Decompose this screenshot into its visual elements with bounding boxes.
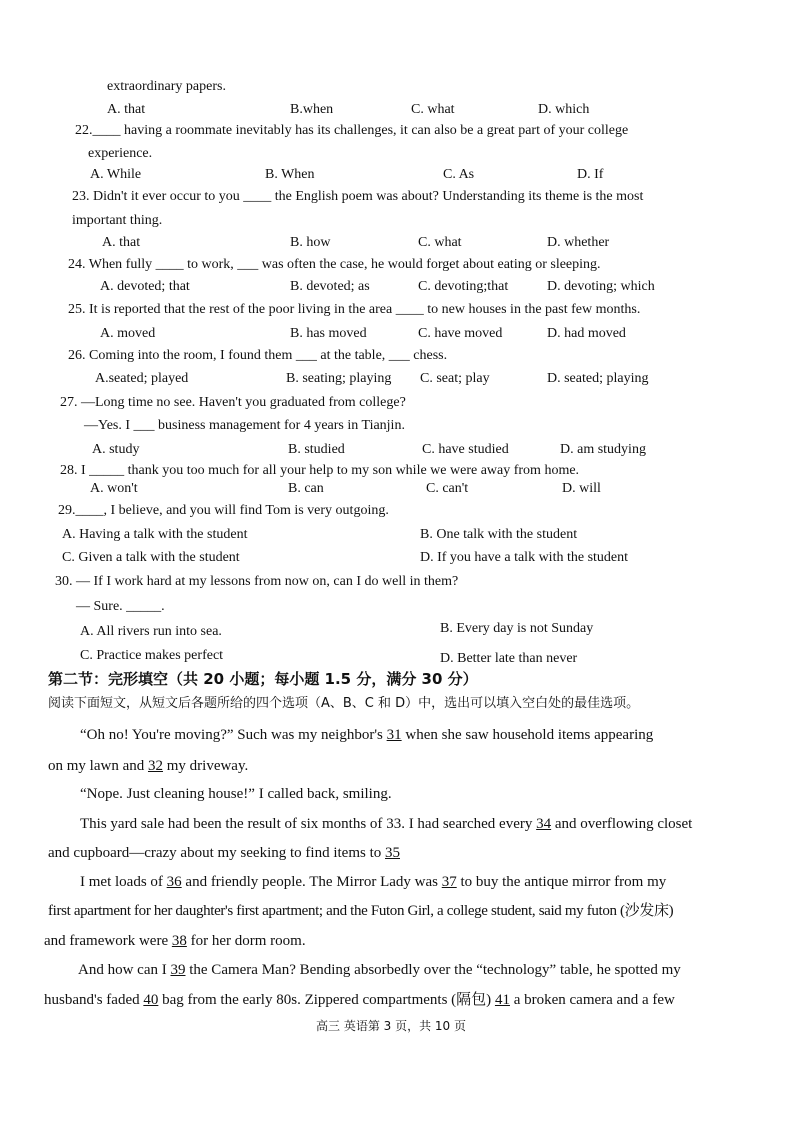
option-a: A. Having a talk with the student bbox=[62, 527, 248, 542]
option-d: D. had moved bbox=[547, 326, 626, 341]
option-d: D. will bbox=[562, 481, 601, 496]
option-b: B. When bbox=[265, 167, 315, 182]
option-c: C. Practice makes perfect bbox=[80, 648, 224, 663]
question-23: 23. Didn't it ever occur to you ____ the English poem was about? Understanding its theme is the most bbox=[72, 189, 644, 204]
option-c: C. As bbox=[443, 167, 475, 182]
option-d: D. If bbox=[577, 167, 604, 182]
option-c: C. devoting;that bbox=[418, 279, 509, 294]
option-c: C. have studied bbox=[422, 442, 509, 457]
blank-38: 38 bbox=[171, 933, 187, 949]
option-d: D. which bbox=[538, 102, 590, 117]
question-27: 27. —Long time no see. Haven't you graduated from college? bbox=[60, 395, 406, 410]
question-29: 29.____, I believe, and you will find Tom is very outgoing. bbox=[58, 503, 389, 518]
question-24: 24. When fully ____ to work, ___ was often the case, he would forget about eating or sleeping. bbox=[68, 257, 601, 272]
option-b: B. Every day is not Sunday bbox=[440, 621, 594, 636]
blank-31: 31 bbox=[386, 727, 402, 743]
option-b: B. devoted; as bbox=[290, 279, 370, 294]
blank-39: 39 bbox=[170, 962, 186, 978]
question-22-line2: experience. bbox=[88, 146, 153, 161]
blank-40: 40 bbox=[143, 992, 159, 1008]
option-d: D. whether bbox=[547, 235, 610, 250]
option-b: B. One talk with the student bbox=[420, 527, 578, 542]
option-c: C. seat; play bbox=[420, 371, 490, 386]
option-d: D. am studying bbox=[560, 442, 646, 457]
blank-36: 36 bbox=[166, 874, 182, 890]
option-a: A. All rivers run into sea. bbox=[80, 624, 222, 639]
option-a: A. won't bbox=[90, 481, 138, 496]
blank-41: 41 bbox=[494, 992, 510, 1008]
section-title: 第二节：完形填空（共 20 小题；每小题 1.5 分，满分 30 分） bbox=[48, 670, 478, 688]
page-footer: 高三 英语第 3 页，共 10 页 bbox=[316, 1019, 466, 1033]
option-c: C. what bbox=[418, 235, 462, 250]
question-27-line2: —Yes. I ___ business management for 4 years in Tianjin. bbox=[84, 418, 405, 433]
blank-37: 37 bbox=[441, 874, 457, 890]
passage-line: and framework were 38 for her dorm room. bbox=[44, 933, 306, 949]
blank-34: 34 bbox=[536, 816, 552, 832]
option-c: C. can't bbox=[426, 481, 469, 496]
passage-line: and cupboard—crazy about my seeking to find items to 35 bbox=[48, 845, 400, 861]
option-b: B.when bbox=[290, 102, 334, 117]
option-a: A. that bbox=[102, 235, 141, 250]
passage-line: I met loads of 36 and friendly people. The Mirror Lady was 37 to buy the antique mirror from my bbox=[80, 874, 667, 890]
prev-question-continuation: extraordinary papers. bbox=[107, 79, 226, 94]
passage-line: This yard sale had been the result of six months of 33. I had searched every 34 and overflowing closet bbox=[80, 816, 693, 832]
option-b: B. can bbox=[288, 481, 324, 496]
question-22: 22.____ having a roommate inevitably has its challenges, it can also be a great part of your college bbox=[75, 123, 629, 138]
option-d: D. If you have a talk with the student bbox=[420, 550, 629, 565]
passage-line: “Nope. Just cleaning house!” I called back, smiling. bbox=[80, 786, 392, 802]
option-a: A. devoted; that bbox=[100, 279, 190, 294]
question-25: 25. It is reported that the rest of the poor living in the area ____ to new houses in the past few months. bbox=[68, 302, 641, 317]
option-b: B. seating; playing bbox=[286, 371, 392, 386]
passage-line: And how can I 39 the Camera Man? Bending absorbedly over the “technology” table, he spotted my bbox=[78, 962, 681, 978]
option-a: A. that bbox=[107, 102, 146, 117]
question-28: 28. I _____ thank you too much for all your help to my son while we were away from home. bbox=[60, 463, 580, 478]
option-a: A. While bbox=[90, 167, 142, 182]
option-b: B. studied bbox=[288, 442, 345, 457]
blank-32: 32 bbox=[147, 758, 163, 774]
option-a: A. moved bbox=[100, 326, 156, 341]
option-b: B. how bbox=[290, 235, 331, 250]
option-d: D. Better late than never bbox=[440, 651, 578, 666]
passage-line: first apartment for her daughter's first apartment; and the Futon Girl, a college student, said my futon (沙发床) bbox=[48, 903, 674, 919]
section-instruction: 阅读下面短文，从短文后各题所给的四个选项（A、B、C 和 D）中，选出可以填入空白处的最佳选项。 bbox=[48, 696, 640, 711]
question-30-line2: — Sure. _____. bbox=[76, 599, 165, 614]
option-d: D. devoting; which bbox=[547, 279, 655, 294]
passage-line: “Oh no! You're moving?” Such was my neighbor's 31 when she saw household items appearing bbox=[80, 727, 654, 743]
question-26: 26. Coming into the room, I found them ___ at the table, ___ chess. bbox=[68, 348, 448, 363]
option-c: C. have moved bbox=[418, 326, 503, 341]
blank-35: 35 bbox=[385, 845, 400, 861]
option-a: A.seated; played bbox=[95, 371, 189, 386]
option-a: A. study bbox=[92, 442, 140, 457]
option-c: C. Given a talk with the student bbox=[62, 550, 240, 565]
passage-line: husband's faded 40 bag from the early 80s. Zippered compartments (隔包) 41 a broken camera and a few bbox=[44, 992, 675, 1008]
option-b: B. has moved bbox=[290, 326, 367, 341]
question-30: 30. — If I work hard at my lessons from now on, can I do well in them? bbox=[55, 574, 459, 589]
question-23-line2: important thing. bbox=[72, 213, 163, 228]
blank-33: 33 bbox=[386, 816, 402, 832]
option-d: D. seated; playing bbox=[547, 371, 649, 386]
passage-line: on my lawn and 32 my driveway. bbox=[48, 758, 249, 774]
option-c: C. what bbox=[411, 102, 455, 117]
